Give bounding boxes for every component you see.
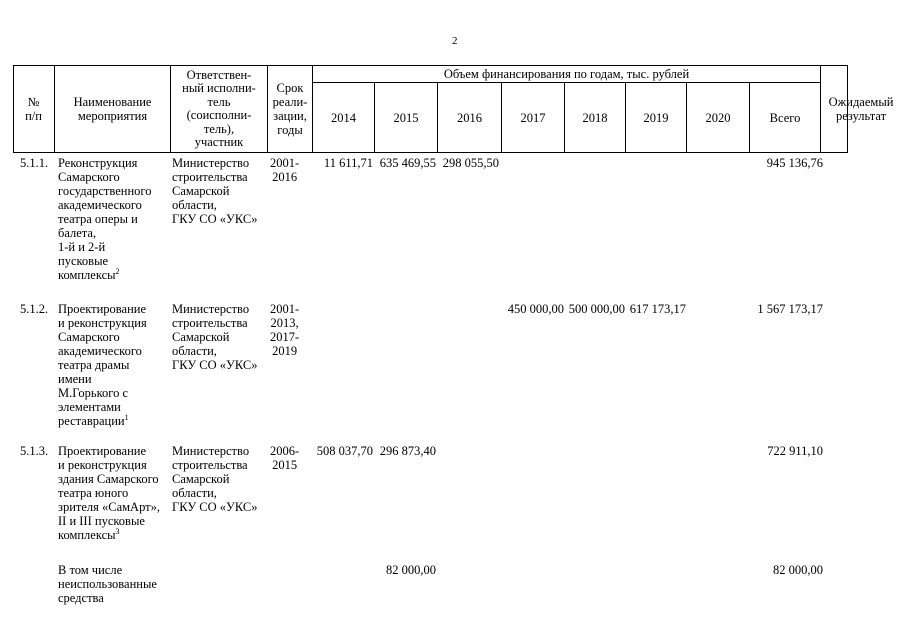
row-value-2016: 298 055,50 (442, 156, 499, 170)
row-total: 1 567 173,17 (757, 302, 823, 316)
row-name: В том числе неиспользованные средства (58, 563, 157, 605)
row-name: Проектирование и реконструкция Самарского академического театра драмы имени М.Горького с элементами реставрации$^1$ (58, 302, 147, 428)
row-responsible: Министерство строительства Самарской области, ГКУ СО «УКС» (172, 444, 258, 514)
row-term: 2001- 2016 (270, 156, 300, 184)
row-total: 82 000,00 (773, 563, 823, 577)
header-num: № п/п (25, 95, 42, 123)
row-value-2015: 635 469,55 (379, 156, 436, 170)
row-responsible: Министерство строительства Самарской области, ГКУ СО «УКС» (172, 156, 258, 226)
row-name: Проектирование и реконструкция здания Самарского театра юного зрителя «СамАрт», II и III пусковые комплексы$^3$ (58, 444, 160, 542)
row-total: 945 136,76 (766, 156, 823, 170)
row-value-2015: 296 873,40 (379, 444, 436, 458)
row-responsible: Министерство строительства Самарской области, ГКУ СО «УКС» (172, 302, 258, 372)
header-finance: Объем финансирования по годам, тыс. рублей (443, 66, 690, 81)
header-year-2020: 2020 (705, 111, 731, 125)
row-total: 722 911,10 (767, 444, 823, 458)
row-num: 5.1.1. (20, 156, 49, 170)
page-number: 2 (452, 35, 458, 47)
header-year-2018: 2018 (582, 111, 608, 125)
header-result: Ожидаемый результат (828, 95, 894, 123)
row-term: 2006- 2015 (270, 444, 300, 472)
row-num: 5.1.3. (20, 444, 49, 458)
row-value-2014: 11 611,71 (323, 156, 373, 170)
header-term: Срок реали- зации, годы (272, 81, 308, 137)
header-year-2019: 2019 (643, 111, 669, 125)
header-name: Наименование мероприятия (73, 95, 152, 123)
header-year-2015: 2015 (393, 111, 419, 125)
row-term: 2001- 2013, 2017- 2019 (270, 302, 300, 358)
header-total: Всего (769, 111, 801, 125)
row-value-2014: 508 037,70 (316, 444, 373, 458)
header-year-2017: 2017 (520, 111, 546, 125)
row-value-2015: 82 000,00 (386, 563, 436, 577)
row-value-2017: 450 000,00 (507, 302, 564, 316)
row-num: 5.1.2. (20, 302, 49, 316)
row-name: Реконструкция Самарского государственного академического театра оперы и балета, 1-й и 2-й пусковые комплексы$^2$ (58, 156, 152, 282)
header-responsible: Ответствен- ный исполни- тель (соисполни- тель), участник (182, 67, 256, 149)
table-header (13, 65, 894, 153)
header-year-2014: 2014 (331, 111, 356, 125)
header-year-2016: 2016 (457, 111, 482, 125)
row-value-2018: 500 000,00 (568, 302, 625, 316)
row-value-2019: 617 173,17 (629, 302, 686, 316)
